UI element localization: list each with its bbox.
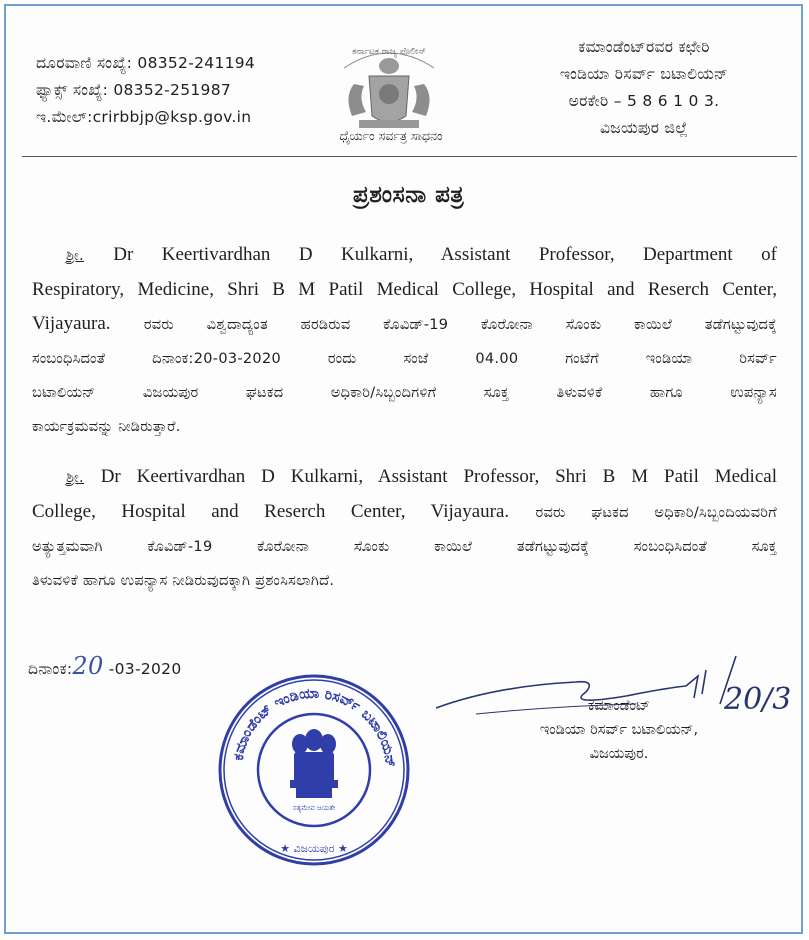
emblem-motto: ಧೈರ್ಯಂ ಸರ್ವತ್ರ ಸಾಧನಂ <box>339 128 443 143</box>
header-email: ಇ.ಮೇಲ್:crirbbjp@ksp.gov.in <box>36 108 252 126</box>
p1-line-3-text: ರವರು ವಿಶ್ವದಾದ್ಯಂತ ಹರಡಿರುವ ಕೊವಿಡ್-19 ಕೊರೋನಾ ಸೊಂಕು ಕಾಯಿಲೆ ತಡೆಗಟ್ಟುವುದಕ್ಕೆ <box>143 317 777 333</box>
header-phone: ದೂರವಾಣಿ ಸಂಖ್ಯೆ: 08352-241194 <box>36 54 256 72</box>
signatory-line-3: ವಿಜಯಪುರ. <box>589 746 649 762</box>
p1-line-1 <box>32 238 777 273</box>
signature-handwritten-date: 20/3 <box>724 682 792 717</box>
signatory-line-1: ಕಮಾಂಡೆಂಟ್ <box>587 698 651 714</box>
header-office-block <box>514 34 774 142</box>
p2-line-1 <box>32 460 777 495</box>
office-line-1: ಕಮಾಂಡೆಂಟ್‌ರವರ ಕಛೇರಿ <box>578 38 710 56</box>
p2-line-2-text: College, Hospital and Reserch Center, Vijayaura. <box>32 501 510 522</box>
header-fax: ಫ್ಯಾಕ್ಸ್ ಸಂಖ್ಯೆ: 08352-251987 <box>36 81 232 99</box>
p1-line-6: ಕಾರ್ಯಕ್ರಮವನ್ನು ನೀಡಿರುತ್ತಾರೆ. <box>32 419 181 435</box>
paragraph-1 <box>32 238 777 444</box>
p1-line-2: Respiratory, Medicine, Shri B M Patil Medical College, Hospital and Reserch Center, <box>32 279 777 300</box>
stamp-emblem-caption: ಸತ್ಯಮೇವ ಜಯತೇ <box>292 804 336 812</box>
p1-line-3-place: Vijayaura. <box>32 313 111 334</box>
date-handwritten-day: 20 <box>72 652 104 680</box>
p1-line-5: ಬಟಾಲಿಯನ್ ವಿಜಯಪುರ ಘಟಕದ ಅಧಿಕಾರಿ/ಸಿಬ್ಬಂದಿಗಳಿಗೆ ಸೂಕ್ತ ತಿಳುವಳಿಕೆ ಹಾಗೂ ಉಪನ್ಯಾಸ <box>32 385 777 401</box>
p2-line-2 <box>32 495 777 530</box>
document-date <box>28 652 182 680</box>
p1-line-1-text: Dr Keertivardhan D Kulkarni, Assistant Professor, Department of <box>113 244 777 265</box>
ashoka-emblem-icon <box>290 729 338 798</box>
stamp-bottom-text: ★ ವಿಜಯಪುರ ★ <box>280 842 348 855</box>
document-title: ಪ್ರಶಂಸನಾ ಪತ್ರ <box>352 182 465 208</box>
date-rest: -03-2020 <box>103 660 182 678</box>
signatory-block <box>494 694 744 766</box>
p2-line-2-kn: ರವರು ಘಟಕದ ಅಧಿಕಾರಿ/ಸಿಬ್ಬಂದಿಯವರಿಗೆ <box>535 505 777 521</box>
office-line-3: ಅರಕೇರಿ – 5 8 6 1 0 3. <box>568 92 720 110</box>
p1-salutation: ಶ್ರೀ. <box>66 248 84 264</box>
office-line-4: ವಿಜಯಪುರ ಜಿಲ್ಲೆ <box>599 119 689 137</box>
p2-salutation: ಶ್ರೀ. <box>66 470 84 486</box>
signatory-line-2: ಇಂಡಿಯಾ ರಿಸರ್ವ್ ಬಟಾಲಿಯನ್, <box>539 722 699 738</box>
office-line-2: ಇಂಡಿಯಾ ರಿಸರ್ವ್ ಬಟಾಲಿಯನ್ <box>559 65 729 83</box>
date-label: ದಿನಾಂಕ: <box>28 660 73 678</box>
document-frame <box>4 4 803 934</box>
emblem-top-text: ಕರ್ನಾಟಕ ರಾಜ್ಯ ಪೊಲೀಸ್ <box>352 47 426 57</box>
header-contact-block <box>36 50 255 131</box>
paragraph-2 <box>32 460 777 598</box>
p2-line-1-text: Dr Keertivardhan D Kulkarni, Assistant Professor, Shri B M Patil Medical <box>100 466 777 487</box>
header-divider <box>22 156 797 157</box>
p2-line-3: ಅತ್ಯುತ್ತಮವಾಗಿ ಕೊವಿಡ್-19 ಕೊರೋನಾ ಸೊಂಕು ಕಾಯಿಲೆ ತಡೆಗಟ್ಟುವುದಕ್ಕೆ ಸಂಬಂಧಿಸಿದಂತೆ ಸೂಕ್ತ <box>32 539 777 555</box>
stamp-ring-text: ಕಮಾಂಡೆಂಟ್ ಇಂಡಿಯಾ ರಿಸರ್ವ್ ಬಟಾಲಿಯನ್ <box>230 685 399 769</box>
p1-line-3 <box>32 307 777 342</box>
official-stamp-icon <box>216 672 412 868</box>
p1-line-4: ಸಂಬಂಧಿಸಿದಂತೆ ದಿನಾಂಕ:20-03-2020 ರಂದು ಸಂಜೆ 04.00 ಗಂಟೆಗೆ ಇಂಡಿಯಾ ರಿಸರ್ವ್ <box>32 351 777 367</box>
p2-line-4: ತಿಳುವಳಿಕೆ ಹಾಗೂ ಉಪನ್ಯಾಸ ನೀಡಿರುವುದಕ್ಕಾಗಿ ಪ್ರಶಂಸಿಸಲಾಗಿದೆ. <box>32 573 335 589</box>
